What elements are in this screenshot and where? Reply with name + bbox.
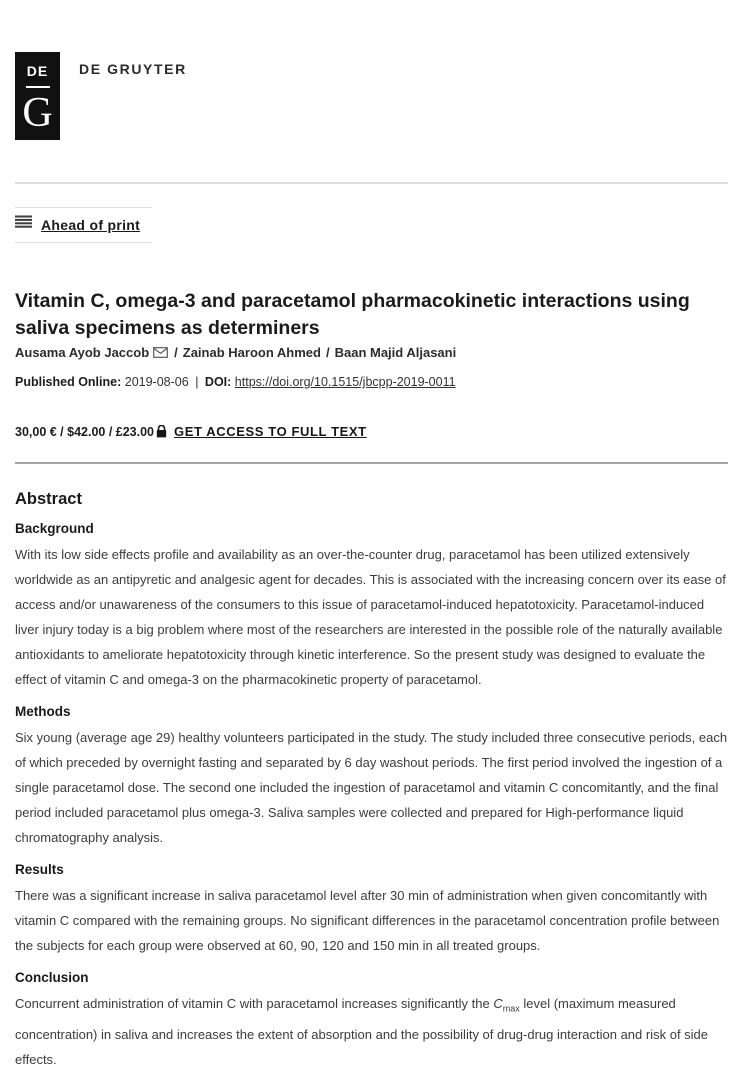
breadcrumb (15, 207, 728, 243)
abstract-heading: Abstract (15, 490, 82, 508)
ahead-of-print-label: Ahead of print (41, 217, 141, 233)
de-gruyter-logo[interactable] (15, 52, 60, 140)
author-list (15, 345, 728, 361)
section-heading-conclusion: Conclusion (15, 970, 89, 985)
logo-divider (26, 86, 50, 88)
site-header (15, 0, 728, 140)
get-access-link[interactable]: GET ACCESS TO FULL TEXT (174, 424, 367, 439)
logo-de-text: DE (26, 63, 49, 79)
cmax-symbol: C (493, 996, 503, 1011)
published-separator: | (195, 375, 199, 389)
doi-link[interactable]: https://doi.org/10.1515/jbcpp-2019-0011 (234, 375, 456, 389)
published-line (15, 375, 728, 389)
abstract-divider (15, 462, 728, 464)
published-label: Published Online: (15, 375, 122, 389)
header-divider (15, 182, 728, 184)
author-separator: / (174, 345, 178, 360)
conclusion-text-after: level (maximum measured concentration) in saliva and increases the extent of absorption and the possibility of drug-drug interaction and risk of side effects. (15, 996, 709, 1067)
author-name: Ausama Ayob Jaccob (15, 345, 150, 360)
section-body-background: With its low side effects profile and availability as an over-the-counter drug, paracetamol has been utilized extensively worldwide as an antipyretic and analgesic agent for decades. This is associated with the increasing concern over its ease of access and/or unawareness of the consumers to this issue of paracetamol-induced hepatotoxicity. Paracetamol-induced liver injury today is a big problem where most of the researchers are interested in the possible role of the naturally available antioxidants to ameliorate hepatotoxicity through kinetic interference. So the present study was designed to evaluate the effect of vitamin C and omega-3 on the pharmacokinetic property of paracetamol. (15, 547, 726, 687)
conclusion-text-before: Concurrent administration of vitamin C with paracetamol increases significantly the (15, 996, 494, 1011)
article-title: Vitamin C, omega-3 and paracetamol pharmacokinetic interactions using saliva specimens as determiners (15, 290, 690, 339)
section-heading-results: Results (15, 862, 64, 877)
section-body-methods: Six young (average age 29) healthy volunteers participated in the study. The study included three consecutive periods, each of which preceded by overnight fasting and separated by 6 day washout periods. The first period involved the ingestion of a single paracetamol dose. The second one included the ingestion of paracetamol and vitamin C concomitantly, and the final period included paracetamol plus omega-3. Saliva samples were collected and prepared for High-performance liquid chromatography analysis. (15, 730, 728, 845)
lock-icon (156, 425, 167, 438)
author-name: Zainab Haroon Ahmed (182, 345, 321, 360)
section-body-conclusion (15, 991, 728, 1072)
author-name: Baan Majid Aljasani (334, 345, 457, 360)
section-body-results: There was a significant increase in saliva paracetamol level after 30 min of administration when given concomitantly with vitamin C compared with the remaining groups. No significant differences in the paracetamol concentration profile between the subjects for each group were observed at 60, 90, 120 and 150 min in all treated groups. (15, 888, 720, 953)
access-row (15, 424, 728, 439)
cmax-subscript: max (502, 1003, 520, 1014)
email-icon[interactable] (153, 346, 168, 361)
doi-label: DOI: (204, 375, 232, 389)
brand-name: DE GRUYTER (79, 61, 187, 77)
author-separator: / (325, 345, 330, 360)
logo-g-letter: G (22, 90, 53, 136)
section-heading-background: Background (15, 521, 94, 536)
issue-list-icon (15, 215, 32, 235)
ahead-of-print-link[interactable] (15, 207, 152, 243)
price-text: 30,00 € / $42.00 / £23.00 (15, 424, 155, 439)
published-date: 2019-08-06 (124, 375, 189, 389)
section-heading-methods: Methods (15, 704, 71, 719)
